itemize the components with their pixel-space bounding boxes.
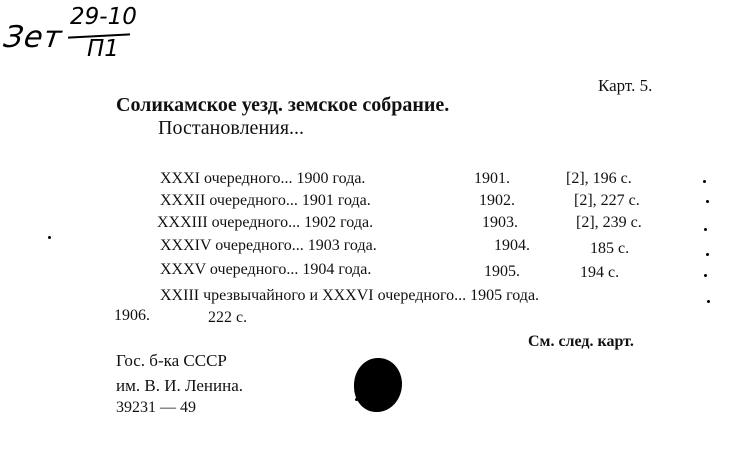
entry-description: XXXV очередного... 1904 года. bbox=[160, 261, 372, 278]
scan-speck bbox=[704, 228, 707, 231]
entry-description: XXXII очередного... 1901 года. bbox=[160, 192, 371, 209]
entry-year: 1902. bbox=[479, 192, 515, 209]
entry-year: 1905. bbox=[484, 263, 520, 280]
scan-speck bbox=[706, 200, 709, 203]
entry-pages: [2], 239 с. bbox=[576, 214, 642, 231]
scan-speck bbox=[707, 300, 710, 303]
handwritten-shelfmark-denominator: П1 bbox=[87, 36, 119, 62]
scan-speck bbox=[355, 398, 358, 401]
entry-pages: [2], 196 с. bbox=[566, 170, 632, 187]
library-name-line2: им. В. И. Ленина. bbox=[116, 376, 244, 395]
handwritten-shelfmark-numerator: 29-10 bbox=[70, 4, 137, 30]
entry-description: XXXIV очередного... 1903 года. bbox=[160, 237, 377, 254]
entry-pages: 222 с. bbox=[208, 309, 248, 326]
entry-year: 1906. bbox=[114, 307, 150, 324]
library-name: Гос. б-ка СССР bbox=[116, 351, 227, 370]
entry-pages: 185 с. bbox=[590, 240, 630, 257]
entry-pages: [2], 227 с. bbox=[574, 192, 640, 209]
entry-year: 1903. bbox=[482, 214, 518, 231]
card-subtitle: Постановления... bbox=[158, 117, 305, 139]
entry-year: 1901. bbox=[474, 170, 510, 187]
scan-speck bbox=[48, 236, 51, 239]
card-title: Соликамское уезд. земское собрание. bbox=[116, 94, 450, 116]
card-print-number: 39231 — 49 bbox=[116, 399, 196, 416]
ink-stamp-blot bbox=[354, 358, 402, 412]
scan-speck bbox=[703, 180, 706, 183]
continuation-note: См. след. карт. bbox=[528, 333, 634, 350]
entry-year: 1904. bbox=[494, 237, 530, 254]
entry-description: XXIII чрезвычайного и XXXVI очередного... 1905 года. bbox=[160, 287, 540, 304]
entry-pages: 194 с. bbox=[580, 264, 620, 281]
card-number: Карт. 5. bbox=[598, 76, 653, 95]
handwritten-shelfmark-prefix: Зет bbox=[1, 20, 65, 55]
scan-speck bbox=[706, 253, 709, 256]
entry-description: XXXI очередного... 1900 года. bbox=[160, 170, 366, 187]
scan-speck bbox=[704, 274, 707, 277]
entry-description: XXXIII очередного... 1902 года. bbox=[157, 214, 374, 231]
